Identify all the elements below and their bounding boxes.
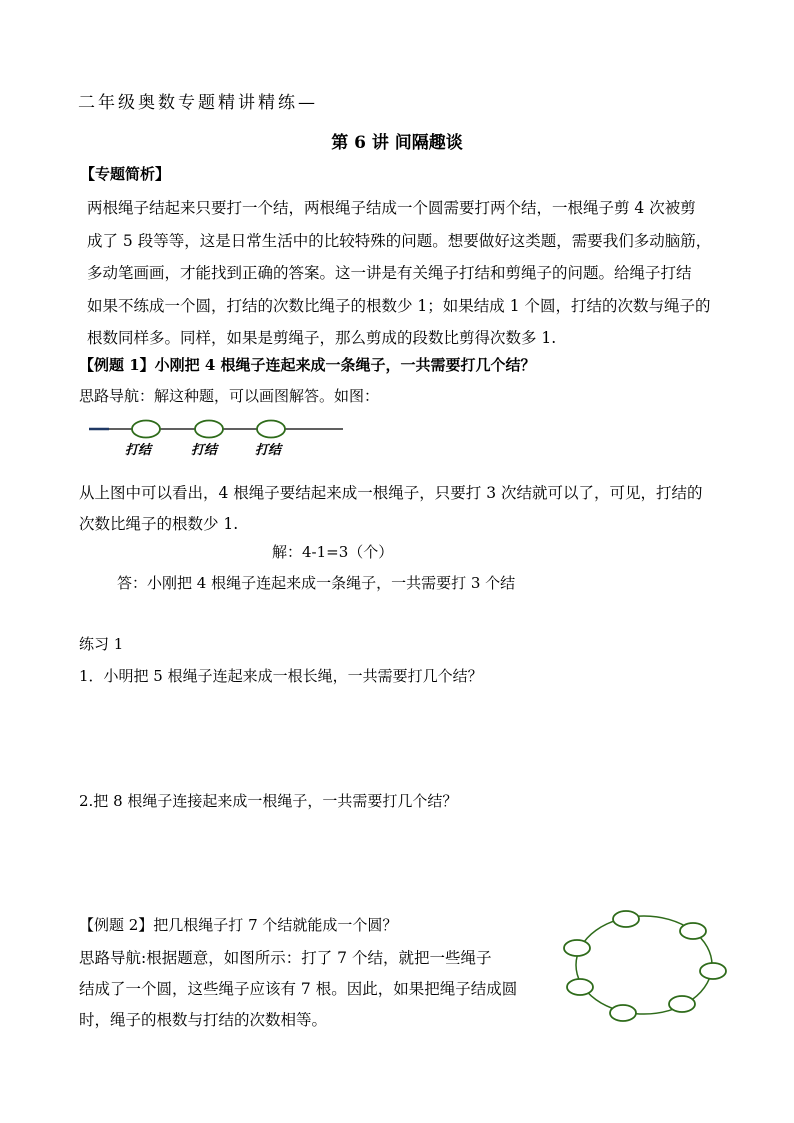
knot-label: 打结: [125, 443, 152, 458]
intro-line: 成了 5 段等等，这是日常生活中的比较特殊的问题。想要做好这类题，需要我们多动脑筋，: [87, 231, 712, 250]
practice-title: 练习 1: [79, 635, 124, 653]
knot-circle: [613, 911, 639, 927]
knot-circle: [132, 421, 160, 438]
practice-question-2: 2.把 8 根绳子连接起来成一根绳子，一共需要打几个结？: [79, 792, 458, 810]
intro-line: 如果不练成一个圆，打结的次数比绳子的根数少 1；如果结成 1 个圆，打结的次数与绳子的: [87, 296, 711, 315]
knot-circle: [195, 421, 223, 438]
example2-body: [79, 943, 517, 1036]
example2-line: 结成了一个圆，这些绳子应该有 7 根。因此，如果把绳子结成圆: [79, 980, 518, 998]
intro-line: 多动笔画画，才能找到正确的答案。这一讲是有关绳子打结和剪绳子的问题。给绳子打结: [87, 264, 692, 282]
knot-circle: [700, 963, 726, 979]
intro-paragraph: [87, 192, 727, 355]
knot-circle: [567, 979, 593, 995]
knot-circle: [564, 940, 590, 956]
knot-label: 打结: [191, 443, 218, 458]
example2-line: 时，绳子的根数与打结的次数相等。: [79, 1011, 328, 1029]
example2-heading: 【例题 2】把几根绳子打 7 个结就能成一个圆？: [79, 916, 398, 934]
example1-analysis: [79, 478, 729, 540]
example1-heading: 【例题 1】小刚把 4 根绳子连起来成一条绳子，一共需要打几个结？: [79, 356, 536, 374]
example2-line: 思路导航:根据题意，如图所示：打了 7 个结，就把一些绳子: [79, 949, 492, 967]
rope-knots-diagram: [85, 415, 355, 460]
intro-line: 两根绳子结起来只要打一个结，两根绳子结成一个圆需要打两个结，一根绳子剪 4 次被剪: [87, 199, 696, 217]
series-title: 二年级奥数专题精讲精练—: [78, 93, 318, 113]
example1-solution: 解：4-1=3（个）: [272, 543, 394, 561]
example1-hint: 思路导航：解这种题，可以画图解答。如图：: [79, 387, 380, 405]
practice-question-1: 1．小明把 5 根绳子连起来成一根长绳，一共需要打几个结？: [79, 667, 483, 685]
analysis-line: 从上图中可以看出，4 根绳子要结起来成一根绳子，只要打 3 次结就可以了，可见，打结的: [79, 484, 703, 502]
knot-circle: [669, 996, 695, 1012]
knot-label: 打结: [255, 443, 282, 458]
rope-circle-diagram: [560, 905, 735, 1030]
knot-circle: [257, 421, 285, 438]
intro-line: 根数同样多。同样，如果是剪绳子，那么剪成的段数比剪得次数多 1.: [87, 329, 557, 347]
knot-circle: [610, 1005, 636, 1021]
knot-circle: [680, 923, 706, 939]
example1-answer: 答：小刚把 4 根绳子连起来成一条绳子，一共需要打 3 个结: [117, 574, 516, 592]
intro-heading: 【专题简析】: [80, 165, 171, 183]
analysis-line: 次数比绳子的根数少 1.: [79, 515, 239, 533]
lesson-title: 第 6 讲 间隔趣谈: [331, 133, 463, 153]
